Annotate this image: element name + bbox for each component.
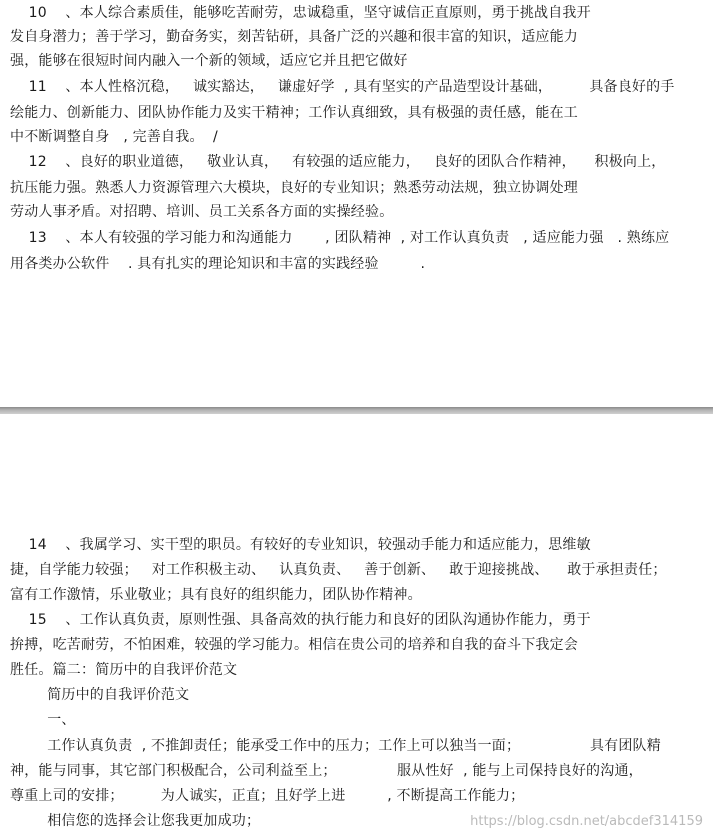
- text-line: 13 、本人有较强的学习能力和沟通能力 , 团队精神 , 对工作认真负责 , 适应能力强 . 熟练应: [10, 230, 670, 246]
- text-line: 中不断调整自身 , 完善自我。 /: [10, 129, 218, 145]
- watermark-text: https://blog.csdn.net/abcdef314159: [470, 814, 703, 829]
- text-line: 用各类办公软件 . 具有扎实的理论知识和丰富的实践经验 .: [10, 256, 426, 272]
- document-page-2: [0, 414, 713, 837]
- text-line: 简历中的自我评价范文: [10, 687, 190, 703]
- text-line: 捷，自学能力较强； 对工作积极主动、 认真负责、 善于创新、 敢于迎接挑战、 敢于承担责任；: [10, 562, 667, 578]
- text-line: 相信您的选择会让您我更加成功；: [10, 813, 261, 829]
- text-line: 15 、工作认真负责，原则性强、具备高效的执行能力和良好的团队沟通协作能力，勇于: [10, 612, 591, 628]
- document-page-1: [0, 0, 713, 407]
- text-line: 神，能与同事，其它部门积极配合，公司利益至上； 服从性好 , 能与上司保持良好的沟通，: [10, 763, 643, 779]
- text-line: 14 、我属学习、实干型的职员。有较好的专业知识，较强动手能力和适应能力，思维敏: [10, 537, 591, 553]
- text-line: 劳动人事矛盾。对招聘、培训、员工关系各方面的实操经验。: [10, 204, 394, 220]
- text-line: 12 、良好的职业道德， 敬业认真， 有较强的适应能力， 良好的团队合作精神， 积极向上，: [10, 154, 666, 170]
- text-line: 抗压能力强。熟悉人力资源管理六大模块，良好的专业知识；熟悉劳动法规，独立协调处理: [10, 180, 578, 196]
- text-line: 胜任。篇二：简历中的自我评价范文: [10, 662, 238, 678]
- text-line: 富有工作激情，乐业敬业；具有良好的组织能力，团队协作精神。: [10, 587, 422, 603]
- text-line: 一、: [10, 712, 76, 728]
- text-line: 绘能力、创新能力、团队协作能力及实干精神；工作认真细致，具有极强的责任感，能在工: [10, 105, 578, 121]
- text-line: 发自身潜力；善于学习，勤奋务实，刻苦钻研，具备广泛的兴趣和很丰富的知识，适应能力: [10, 29, 578, 45]
- text-line: 尊重上司的安排； 为人诚实，正直；且好学上进 , 不断提高工作能力；: [10, 788, 525, 804]
- text-line: 强，能够在很短时间内融入一个新的领域，适应它并且把它做好: [10, 53, 408, 69]
- text-line: 拚搏，吃苦耐劳，不怕困难，较强的学习能力。相信在贵公司的培养和自我的奋斗下我定会: [10, 637, 578, 653]
- text-line: 10 、本人综合素质佳，能够吃苦耐劳，忠诚稳重，坚守诚信正直原则，勇于挑战自我开: [10, 5, 591, 21]
- page-separator: [0, 407, 713, 414]
- text-line: 工作认真负责 , 不推卸责任；能承受工作中的压力；工作上可以独当一面； 具有团队精: [10, 738, 661, 754]
- text-line: 11 、本人性格沉稳， 诚实豁达， 谦虚好学 , 具有坚实的产品造型设计基础， 具备良好的手: [10, 79, 675, 95]
